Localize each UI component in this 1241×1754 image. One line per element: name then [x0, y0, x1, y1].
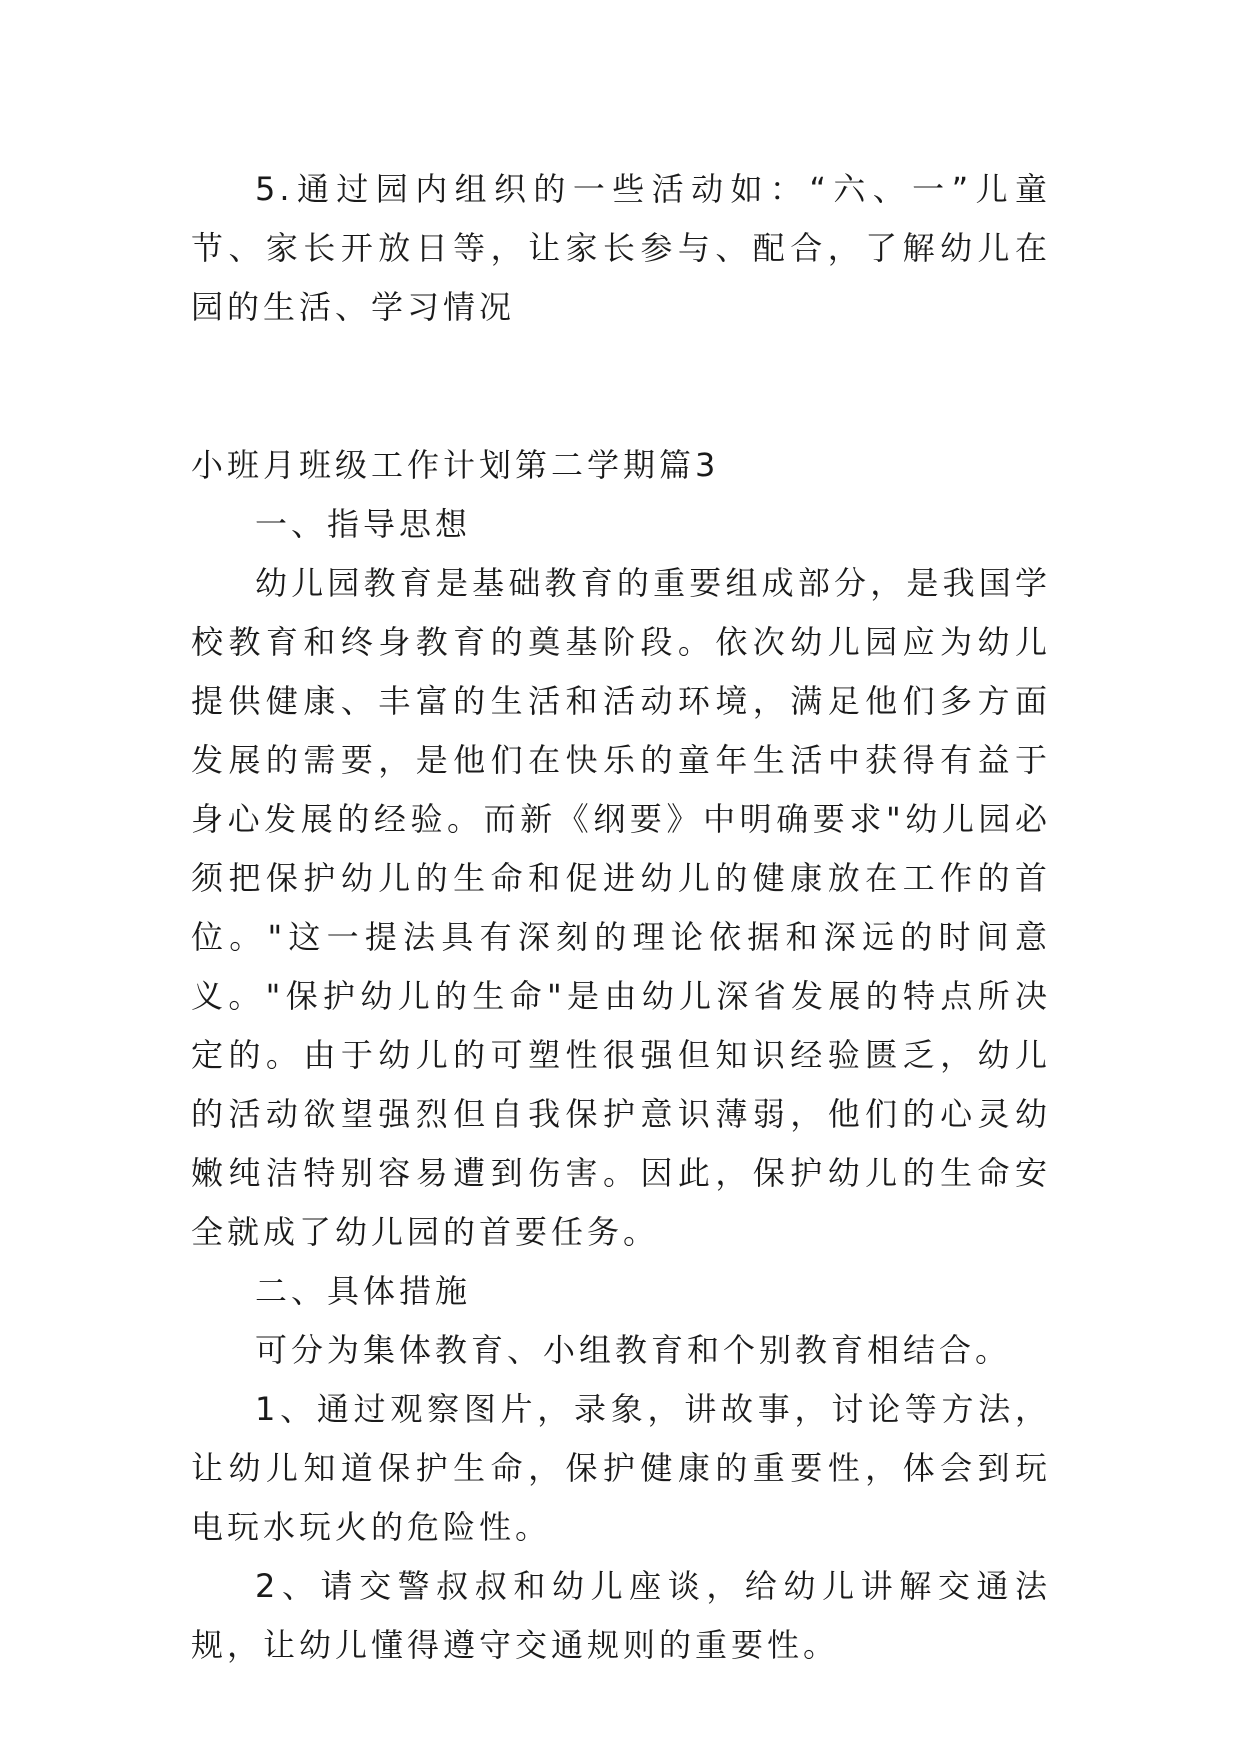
paragraph-activities: 5.通过园内组织的一些活动如：“六、一”儿童节、家长开放日等，让家长参与、配合，了解幼儿在园的生活、学习情况 [191, 170, 1051, 326]
paragraph-measure-1: 1、通过观察图片，录象，讲故事，讨论等方法，让幼儿知道保护生命，保护健康的重要性，体会到玩电玩水玩火的危险性。 [191, 1390, 1051, 1546]
heading-measures: 二、具体措施 [255, 1272, 472, 1310]
paragraph-gap [191, 337, 1051, 436]
heading-guiding-idea: 一、指导思想 [255, 505, 472, 543]
section-title: 小班月班级工作计划第二学期篇3 [191, 446, 720, 484]
paragraph-guiding-idea: 幼儿园教育是基础教育的重要组成部分，是我国学校教育和终身教育的奠基阶段。依次幼儿园应为幼儿提供健康、丰富的生活和活动环境，满足他们多方面发展的需要，是他们在快乐的童年生活中获得有益于身心发展的经验。而新《纲要》中明确要求"幼儿园必须把保护幼儿的生命和促进幼儿的健康放在工作的首位。"这一提法具有深刻的理论依据和深远的时间意义。"保护幼儿的生命"是由幼儿深省发展的特点所决定的。由于幼儿的可塑性很强但知识经验匮乏，幼儿的活动欲望强烈但自我保护意识薄弱，他们的心灵幼嫩纯洁特别容易遭到伤害。因此，保护幼儿的生命安全就成了幼儿园的首要任务。 [191, 564, 1051, 1251]
paragraph-measure-2: 2、请交警叔叔和幼儿座谈，给幼儿讲解交通法规，让幼儿懂得遵守交通规则的重要性。 [191, 1567, 1051, 1664]
paragraph-measures-intro: 可分为集体教育、小组教育和个别教育相结合。 [255, 1331, 1012, 1369]
document-body [191, 160, 1051, 1675]
